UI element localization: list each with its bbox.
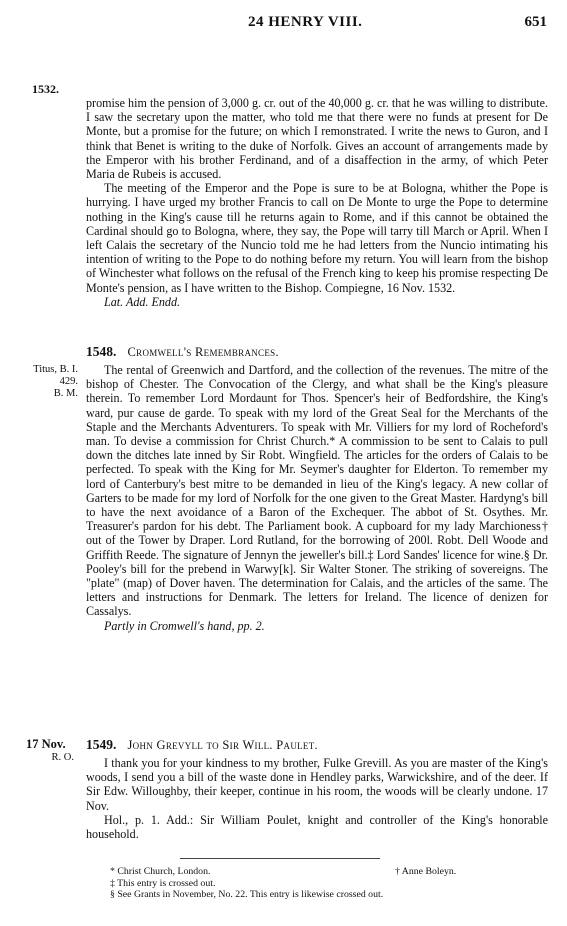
continuation-paragraph-1: promise him the pension of 3,000 g. cr. out of the 40,000 g. cr. that he was willing to distribute. I saw the secretary upon the matter, who told me that there were no funds at present for De Monte, but a promise for the future; on which I remonstrated. I write the news to Guron, and I think that Benet is writing to the duke of Norfolk. Gives an account of arrangements made by the Emperor with his brother Ferdinand, and of a disaffection in the army, of which Peter Maria de Rubeis is accused. [86,96,548,182]
running-title: 24 HENRY VIII. [248,14,363,30]
entry-1548-source-line3: B. M. [53,388,78,399]
continuation-paragraph-2: The meeting of the Emperor and the Pope is sure to be at Bologna, whither the Pope is hurrying. I have urged my brother Francis to call on De Monte to urge the Pope to determine nothing in the King's cause till he returns again to Rome, and if this cannot be obtained the Cardinal should go to Bologna, where, they say, the Pope will tarry till March or April. When I left Calais the secretary of the Nuncio told me he had letters from the Nuncio intimating his intention of writing to the Pope to do nothing before my return. You will learn from the bishop of Winchester what follows on the refusal of the French king to keep his promise respecting De Monte's pension, as I have written to the Bishop. Compiegne, 16 Nov. 1532. [86,181,548,295]
footnotes [110,866,550,901]
entry-1548-body: The rental of Greenwich and Dartford, and the collection of the revenues. The mitre of the bishop of Chester. The Convocation of the Clergy, and what shall be the King's pleasure therein. To remember Lord Mordaunt for Thos. Spencer's heir of Bedfordshire, the King's ward, pur cause de garde. To speak with my lord of the Great Seal for the Merchants of the Staple and the Merchants Adventurers. To speak with Mr. Villiers for my lord of Rocheford's man. To devise a commission for Christ Church.* A commission to be sent to Calais to pull down the ditches late inned by Sir Robt. Wingfield. The articles for the orders of Calais to be perfected. To speak with the King for Mr. Seymer's daughter for Elderton. To remember my lord of Canterbury's best mitre to be demanded in lieu of the King's legacy. A new collar of Garters to be made for my lord of Norfolk for the one given to the Great Master. Hardyng's bill to have the next avoidance of a Baron of the Exchequer. The abbot of St. Osythes. Mr. Treasurer's pardon for his debt. The Parliament book. A cupboard for my lady Marchioness† out of the Tower by Draper. Lord Rutland, for the borrowing of 200l. Robt. Dell Woode and Griffith Reede. The signature of Jennyn the jeweller's bill.‡ Lord Sandes' licence for wine.§ Dr. Pooley's bill for the prebend in Warwy[k]. Sir Walter Stoner. The striking of sovereigns. The "plate" (map) of Dover haven. The determination for Calais, and the articles of the same. The letters and instructions for Denmark. The letters for Ireland. The licence of denizen for Cassalys. [86,363,548,619]
footnote-3: ‡ This entry is crossed out. [110,877,216,889]
entry-1548-number: 1548. [86,344,117,359]
entry-1548-source-line1: Titus, B. I. [33,364,78,375]
entry-1548-heading [86,344,279,360]
margin-year: 1532. [32,82,59,96]
entry-1548-note: Partly in Cromwell's hand, pp. 2. [104,618,265,633]
footnote-1: * Christ Church, London. [110,866,211,877]
entry-1549-body: I thank you for your kindness to my brother, Fulke Grevill. As you are master of the King's woods, I send you a bill of the waste done in Hendley parks, Warwickshire, and of the deer. If Sir Edw. Willoughby, their keeper, continue in his room, the woods will be clearly undone. 17 Nov. [86,756,548,813]
footnote-rule [180,858,380,859]
entry-1549-hol-note: Hol., p. 1. Add.: Sir William Poulet, knight and controller of the King's honorable household. [86,812,548,842]
entry-1549-heading [86,737,318,753]
entry-1549-number: 1549. [86,737,117,752]
entry-1549-date: 17 Nov. [26,737,66,751]
entry-1548-source [28,364,78,400]
continuation-endorsement: Lat. Add. Endd. [104,294,181,309]
page-header [0,14,567,36]
footnote-2: † Anne Boleyn. [395,866,457,877]
page-number: 651 [524,14,547,30]
continuation-text [86,96,548,309]
footnote-4: § See Grants in November, No. 22. This entry is likewise crossed out. [110,889,384,900]
entry-1549-title: John Grevyll to Sir Will. Paulet. [127,738,318,752]
entry-1549-text [86,756,548,841]
entry-1548-text [86,363,548,633]
entry-1549-source: R. O. [51,752,74,763]
entry-1548-title: Cromwell's Remembrances. [127,345,279,359]
entry-1548-source-line2: 429. [59,376,78,387]
